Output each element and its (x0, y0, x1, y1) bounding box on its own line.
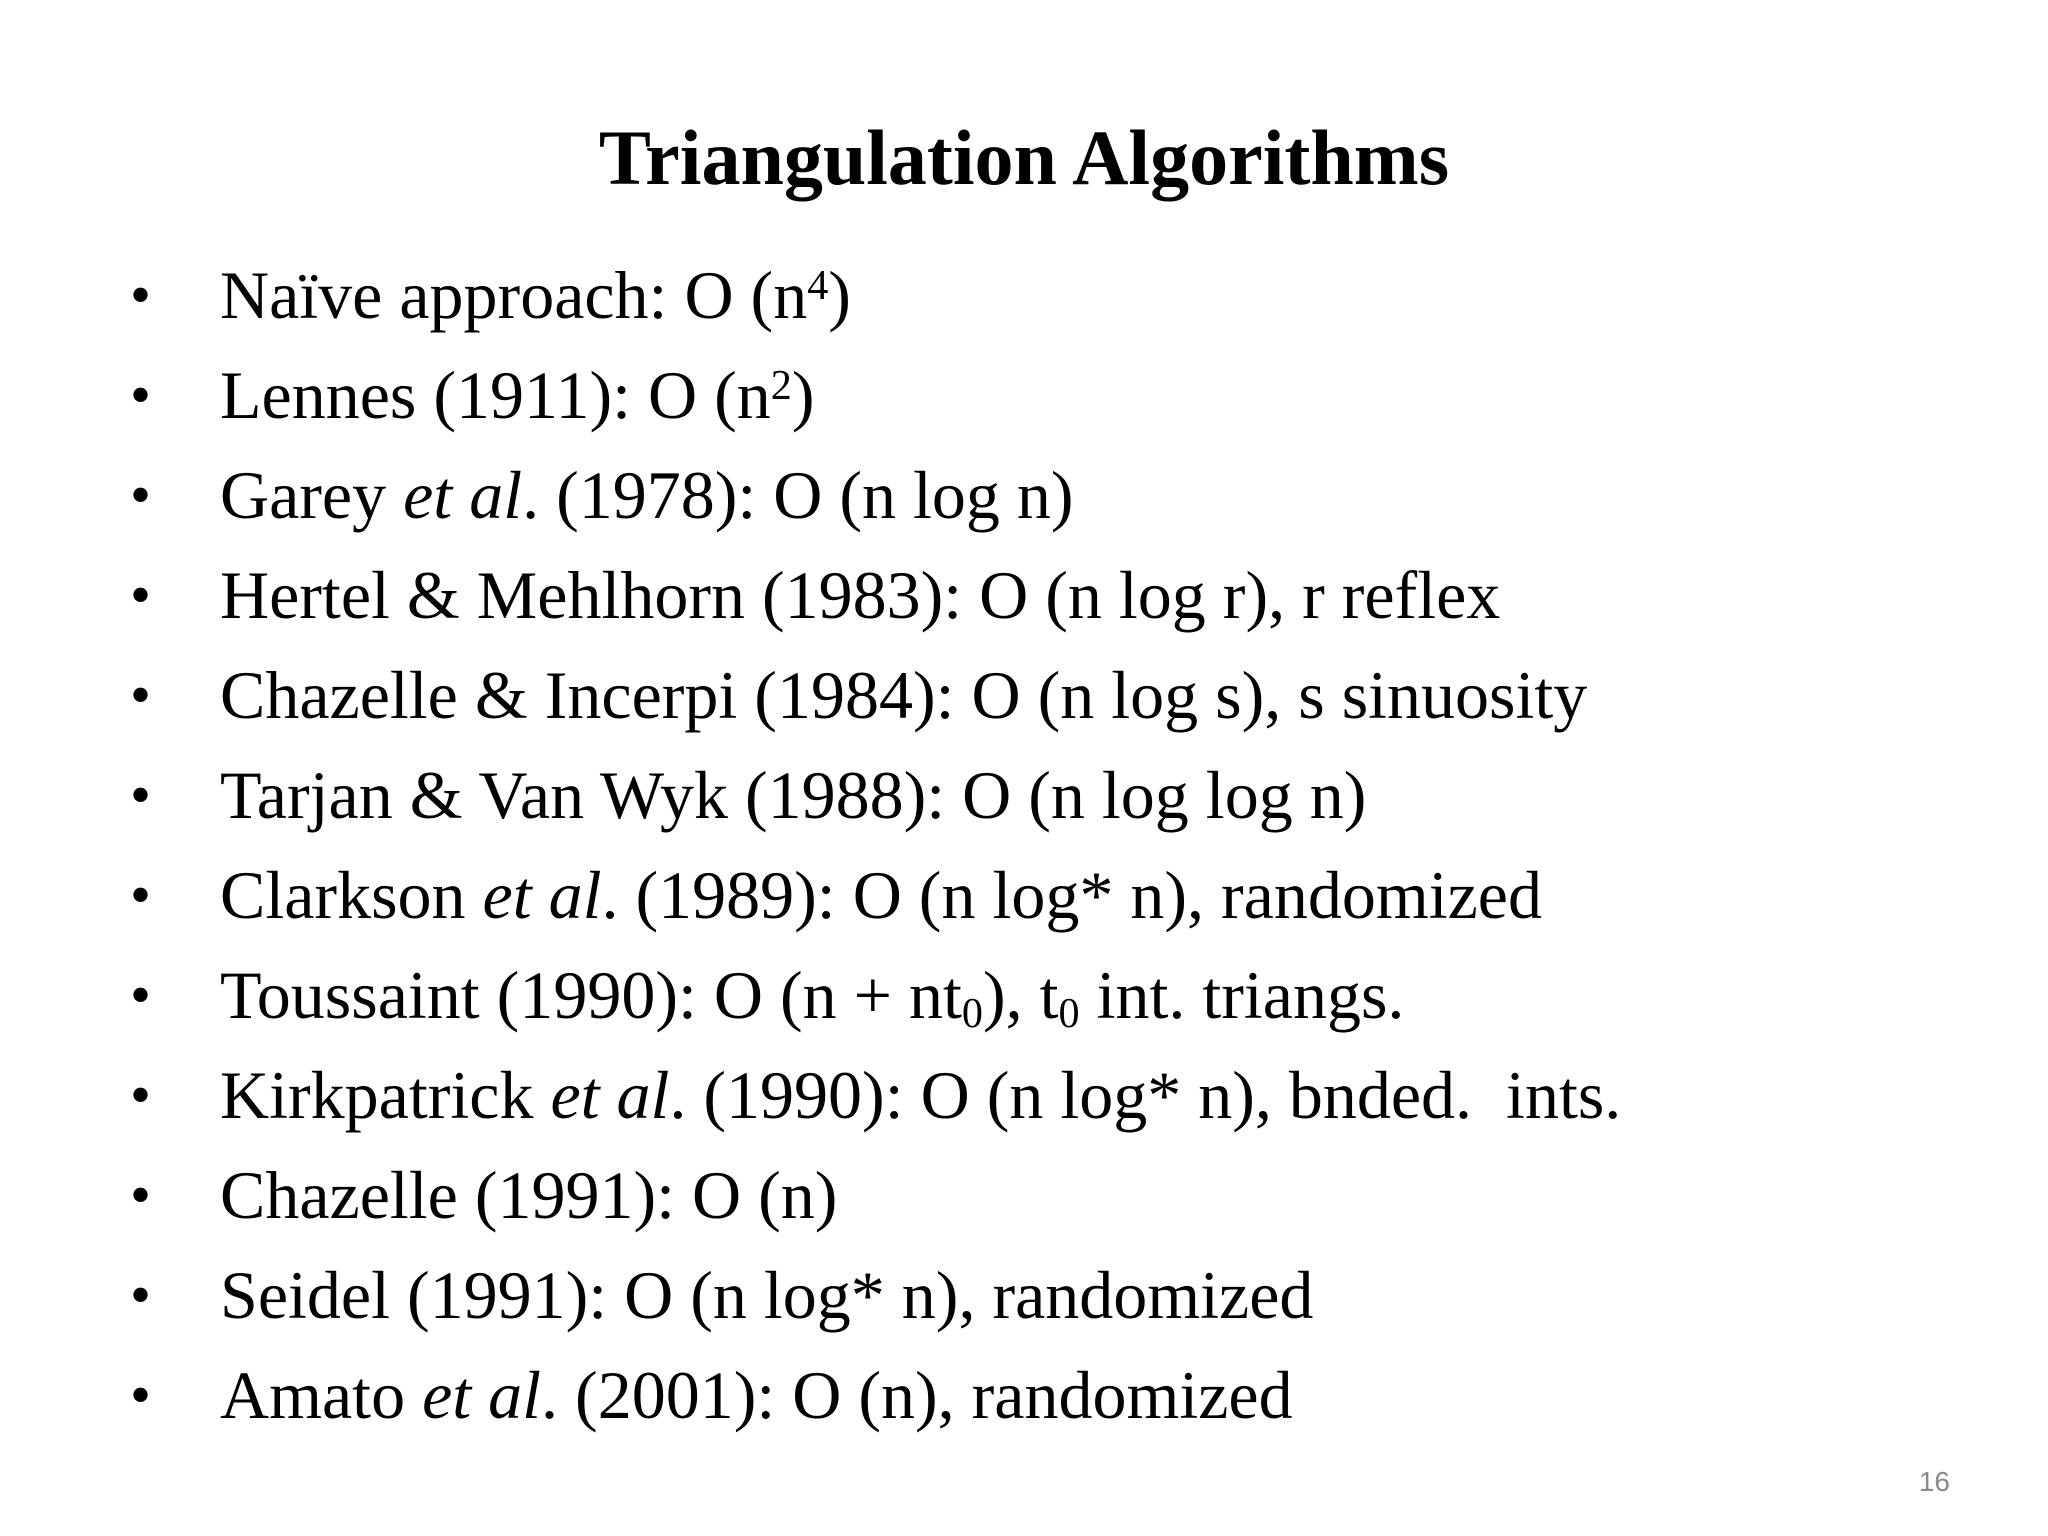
slide-title: Triangulation Algorithms (598, 114, 1450, 201)
list-item (130, 245, 1621, 345)
bullet-icon: • (130, 362, 152, 428)
bullet-icon: • (130, 962, 152, 1028)
bullet-icon: • (130, 862, 152, 928)
item-text: . (2001): O (n), randomized (541, 1357, 1293, 1433)
item-text: Amato (220, 1357, 423, 1433)
item-text: int. triangs. (1079, 957, 1405, 1033)
bullet-icon: • (130, 1162, 152, 1228)
bullet-icon: • (130, 562, 152, 628)
subscript: 0 (1058, 990, 1080, 1038)
subscript: 0 (961, 990, 983, 1038)
list-item (130, 545, 1621, 645)
italic-text: et al (422, 1357, 542, 1433)
italic-text: et al (403, 457, 523, 533)
page-number: 16 (1918, 1466, 1950, 1497)
bullet-icon: • (130, 262, 152, 328)
item-text: . (1990): O (n log* n), bnded. ints. (669, 1057, 1622, 1133)
item-text: Kirkpatrick (220, 1057, 551, 1133)
bullet-icon: • (130, 1262, 152, 1328)
list-item (130, 945, 1621, 1045)
item-text: ), t (982, 957, 1059, 1033)
list-item (130, 445, 1621, 545)
item-text: Tarjan & Van Wyk (1988): O (n log log n) (220, 757, 1367, 833)
italic-text: et al (550, 1057, 670, 1133)
list-item (130, 845, 1621, 945)
item-text: Lennes (1911): O (n (220, 357, 771, 433)
list-item (130, 745, 1621, 845)
item-text: . (1989): O (n log* n), randomized (601, 857, 1542, 933)
list-item (130, 1245, 1621, 1345)
superscript: 4 (807, 262, 829, 310)
bullet-icon: • (130, 762, 152, 828)
list-item (130, 1145, 1621, 1245)
superscript: 2 (770, 362, 792, 410)
bullet-icon: • (130, 662, 152, 728)
item-text: Toussaint (1990): O (n + nt (220, 957, 962, 1033)
item-text: ) (791, 357, 815, 433)
bullet-icon: • (130, 1062, 152, 1128)
item-text: Hertel & Mehlhorn (1983): O (n log r), r reflex (220, 557, 1501, 633)
list-item (130, 645, 1621, 745)
item-text: Seidel (1991): O (n log* n), randomized (220, 1257, 1314, 1333)
algorithm-list (130, 245, 1621, 1445)
item-text: . (1978): O (n log n) (522, 457, 1074, 533)
italic-text: et al (482, 857, 602, 933)
item-text: Chazelle & Incerpi (1984): O (n log s), s sinuosity (220, 657, 1588, 733)
item-text: Naïve approach: O (n (220, 257, 808, 333)
list-item (130, 1345, 1621, 1445)
item-text: Garey (220, 457, 404, 533)
list-item (130, 345, 1621, 445)
list-item (130, 1045, 1621, 1145)
item-text: Clarkson (220, 857, 483, 933)
item-text: ) (828, 257, 851, 333)
bullet-icon: • (130, 462, 152, 528)
item-text: Chazelle (1991): O (n) (220, 1157, 838, 1233)
bullet-icon: • (130, 1362, 152, 1428)
